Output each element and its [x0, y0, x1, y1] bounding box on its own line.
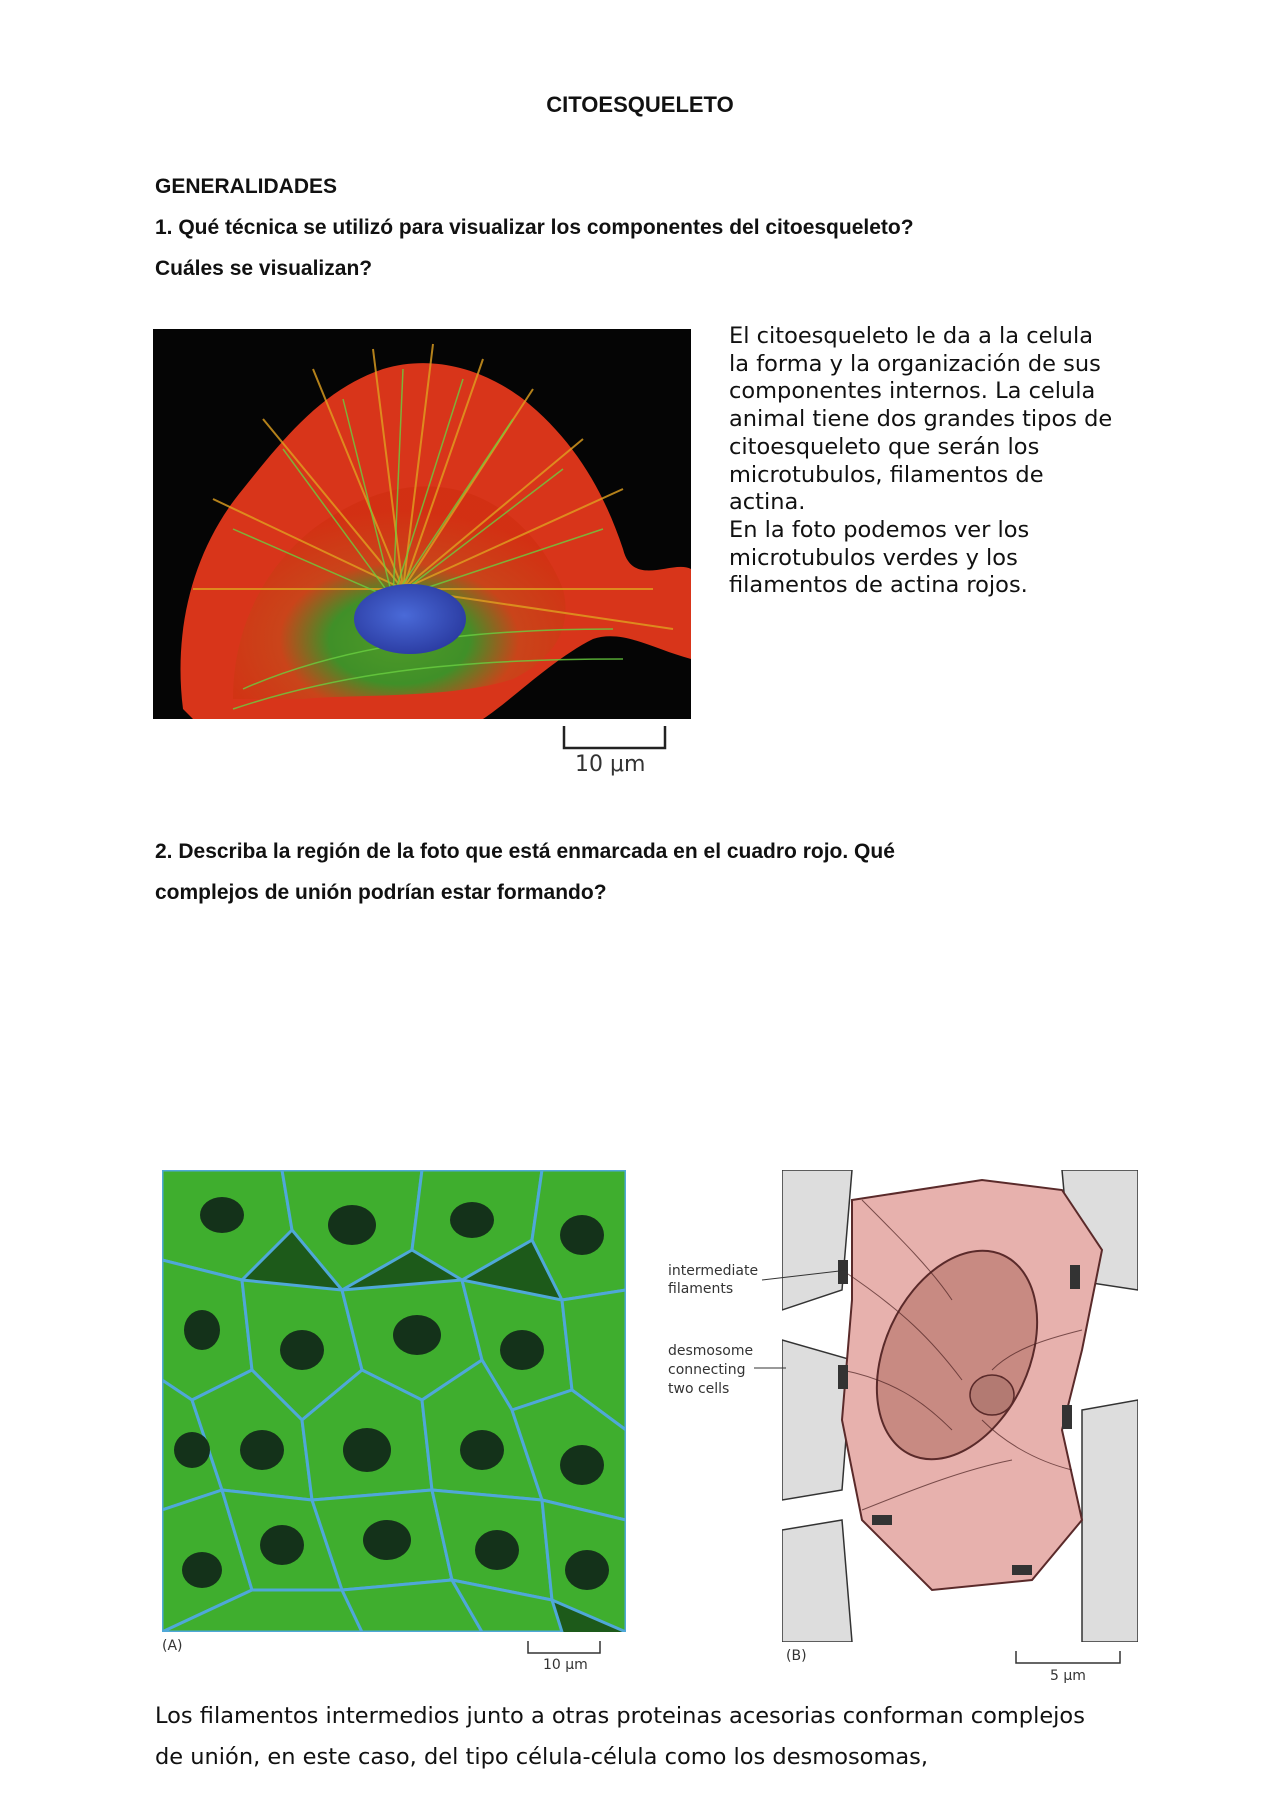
answer-1-line: filamentos de actina rojos.: [729, 572, 1028, 599]
panel-b-label: (B): [786, 1648, 807, 1664]
answer-1-line: animal tiene dos grandes tipos de: [729, 406, 1113, 433]
section-heading: GENERALIDADES: [155, 175, 338, 198]
answer-1-line: microtubulos verdes y los: [729, 544, 1018, 571]
callout-intermediate-filaments: intermediate filaments: [668, 1263, 759, 1297]
question-2-line-1: 2. Describa la región de la foto que está enmarcada en el cuadro rojo. Qué: [155, 840, 895, 863]
question-2-line-2: complejos de unión podrían estar formando?: [155, 881, 607, 904]
answer-1-line: En la foto podemos ver los: [729, 516, 1030, 543]
question-1-line-1: 1. Qué técnica se utilizó para visualizar los componentes del citoesqueleto?: [155, 216, 914, 239]
page-title: CITOESQUELETO: [546, 92, 734, 117]
panel-a-scale-bar: [526, 1640, 606, 1656]
panel-a-label: (A): [162, 1638, 183, 1654]
answer-2-paragraph: [155, 1696, 1155, 1778]
answer-1-line: citoesqueleto que serán los: [729, 433, 1040, 460]
question-1-line-2: Cuáles se visualizan?: [155, 257, 373, 280]
answer-1-line: microtubulos, filamentos de: [729, 461, 1044, 488]
desmosome-illustration: [782, 1170, 1138, 1642]
scale-bar-label: 10 μm: [575, 752, 646, 777]
cytoskeleton-fluorescence-image: [153, 329, 691, 719]
answer-1-line: la forma y la organización de sus: [729, 350, 1101, 377]
answer-1-line: actina.: [729, 489, 806, 516]
answer-2-line-2: de unión, en este caso, del tipo célula-célula como los desmosomas,: [155, 1744, 929, 1770]
callout-1-leader-line: [760, 1266, 850, 1286]
callout-2-leader-line: [752, 1364, 788, 1372]
answer-2-line-1: Los filamentos intermedios junto a otras proteinas acesorias conforman complejos: [155, 1703, 1085, 1729]
answer-1-line: componentes internos. La celula: [729, 378, 1096, 405]
answer-1-paragraph: [729, 323, 1149, 600]
callout-desmosome: desmosome connecting two cells: [668, 1343, 754, 1397]
panel-a-scale-label: 10 μm: [543, 1657, 588, 1673]
epithelial-cells-image: [162, 1170, 626, 1632]
panel-b-scale-bar: [1014, 1650, 1124, 1666]
answer-1-line: El citoesqueleto le da a la celula: [729, 323, 1093, 349]
scale-bar: [561, 724, 671, 754]
panel-b-scale-label: 5 μm: [1050, 1668, 1086, 1684]
